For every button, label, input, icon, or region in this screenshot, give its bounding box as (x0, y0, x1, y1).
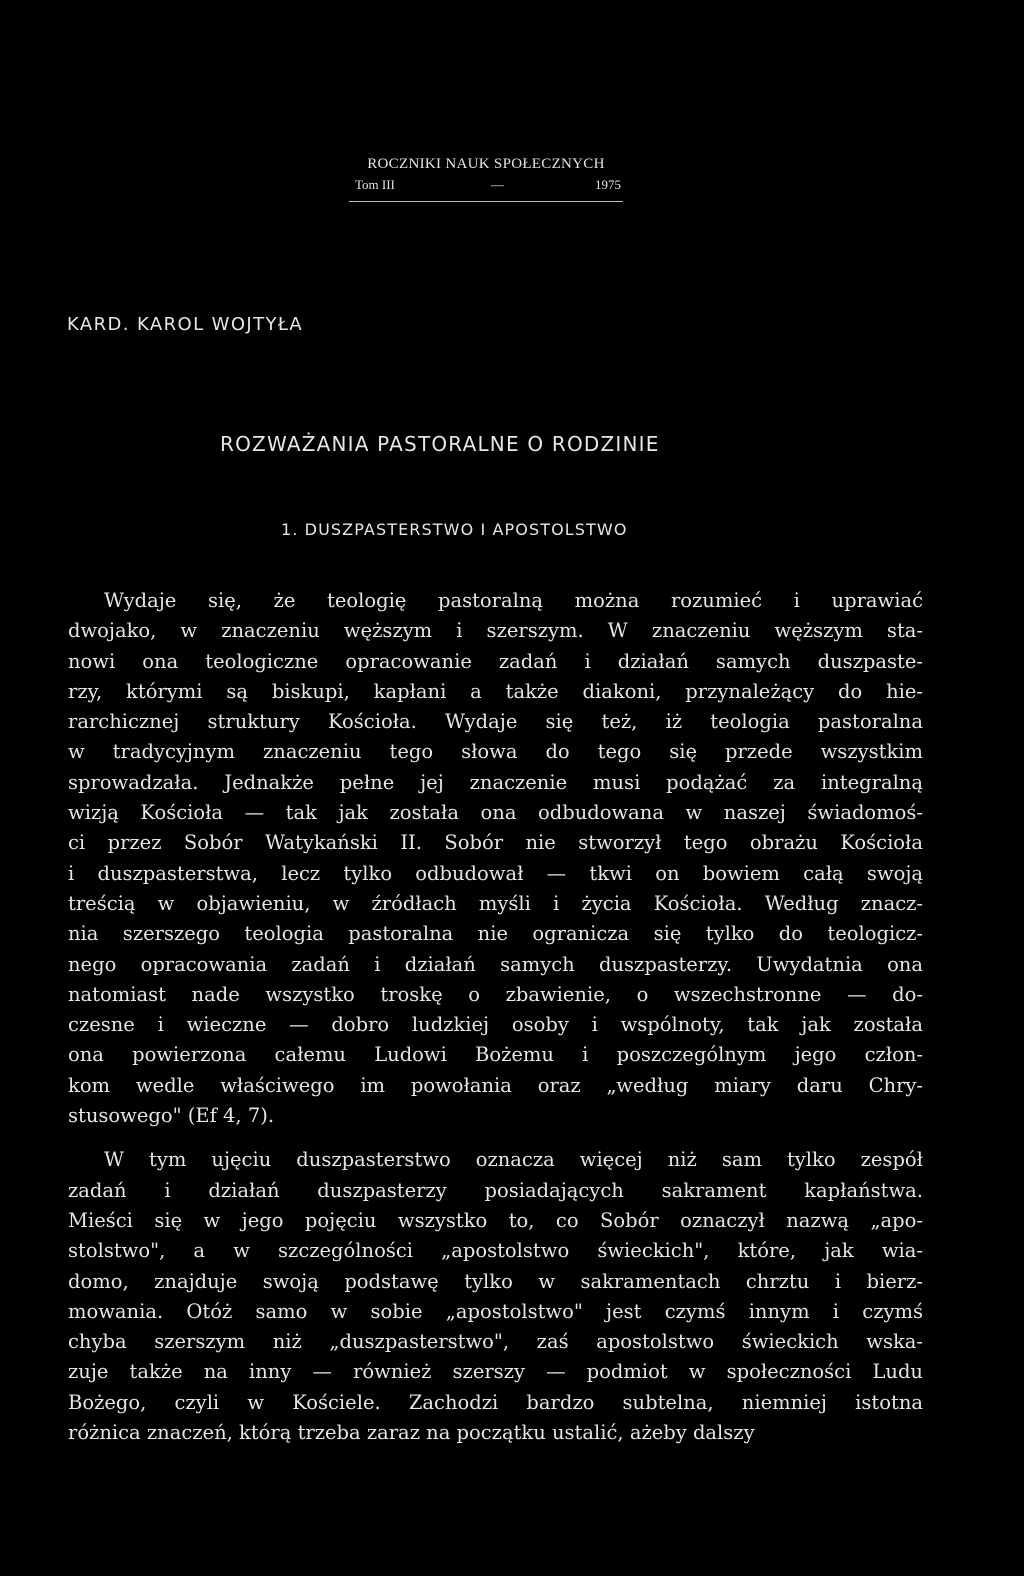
text-line: ci przez Sobór Watykański II. Sobór nie stworzył tego obrażu Kościoła (68, 831, 923, 855)
text-line: sprowadzała. Jednakże pełne jej znaczenie musi podążać za integralną (68, 770, 923, 794)
paragraph-2 (68, 1145, 923, 1448)
article-title: ROZWAŻANIA PASTORALNE O RODZINIE (220, 432, 660, 456)
text-line: nego opracowania zadań i działań samych duszpasterzy. Uwydatnia ona (68, 952, 923, 976)
author-name: KARD. KAROL WOJTYŁA (67, 314, 304, 335)
text-line: natomiast nade wszystko troskę o zbawienie, o wszechstronne — do- (68, 982, 923, 1006)
text-line: Bożego, czyli w Kościele. Zachodzi bardzo subtelna, niemniej istotna (68, 1390, 923, 1414)
text-line: Wydaje się, że teologię pastoralną można rozumieć i uprawiać (104, 589, 923, 612)
text-line: domo, znajduje swoją podstawę tylko w sakramentach chrztu i bierz- (68, 1269, 923, 1293)
text-line: kom wedle właściwego im powołania oraz „według miary daru Chry- (68, 1073, 923, 1097)
text-line: w tradycyjnym znaczeniu tego słowa do tego się przede wszystkim (68, 740, 923, 764)
section-heading: 1. DUSZPASTERSTWO I APOSTOLSTWO (281, 520, 628, 539)
text-line: treścią w objawieniu, w źródłach myśli i życia Kościoła. Według znacz- (68, 891, 923, 915)
journal-dash: — (491, 177, 504, 192)
text-line: stolstwo", a w szczególności „apostolstwo świeckich", które, jak wia- (68, 1239, 923, 1263)
journal-header (349, 156, 623, 202)
text-line: mowania. Otóż samo w sobie „apostolstwo" jest czymś innym i czymś (68, 1299, 923, 1323)
journal-name: ROCZNIKI NAUK SPOŁECZNYCH (367, 156, 605, 172)
text-line: zadań i działań duszpasterzy posiadających sakrament kapłaństwa. (68, 1178, 923, 1202)
text-line: zuje także na inny — również szerszy — podmiot w społeczności Ludu (68, 1360, 923, 1384)
text-line: chyba szerszym niż „duszpasterstwo", zaś apostolstwo świeckich wska- (68, 1330, 923, 1354)
text-line: rzy, którymi są biskupi, kapłani a także diakoni, przynależący do hie- (68, 679, 923, 703)
journal-year: 1975 (595, 177, 621, 192)
text-line: dwojako, w znaczeniu węższym i szerszym. W znaczeniu węższym sta- (68, 619, 923, 643)
body-text (68, 586, 923, 1448)
text-line: stusowego" (Ef 4, 7). (68, 1104, 275, 1128)
text-line: różnica znaczeń, którą trzeba zaraz na początku ustalić, ażeby dalszy (68, 1421, 755, 1445)
text-line: nowi ona teologiczne opracowanie zadań i działań samych duszpaste- (68, 649, 923, 673)
journal-volume-row (349, 177, 623, 197)
paragraph-1 (68, 586, 923, 1131)
header-rule (349, 201, 623, 202)
text-line: czesne i wieczne — dobro ludzkiej osoby i wspólnoty, tak jak została (68, 1013, 923, 1037)
text-line: W tym ujęciu duszpasterstwo oznacza więcej niż sam tylko zespół (104, 1148, 923, 1172)
text-line: rarchicznej struktury Kościoła. Wydaje się też, iż teologia pastoralna (68, 710, 923, 734)
text-line: i duszpasterstwa, lecz tylko odbudował — tkwi on bowiem całą swoją (68, 861, 923, 885)
text-line: ona powierzona całemu Ludowi Bożemu i poszczególnym jego człon- (68, 1043, 923, 1067)
text-line: nia szerszego teologia pastoralna nie ogranicza się tylko do teologicz- (68, 922, 923, 946)
text-line: wizją Kościoła — tak jak została ona odbudowana w naszej świadomoś- (68, 801, 923, 825)
journal-volume: Tom III (355, 177, 395, 192)
text-line: Mieści się w jego pojęciu wszystko to, co Sobór oznaczył nazwą „apo- (68, 1208, 923, 1232)
